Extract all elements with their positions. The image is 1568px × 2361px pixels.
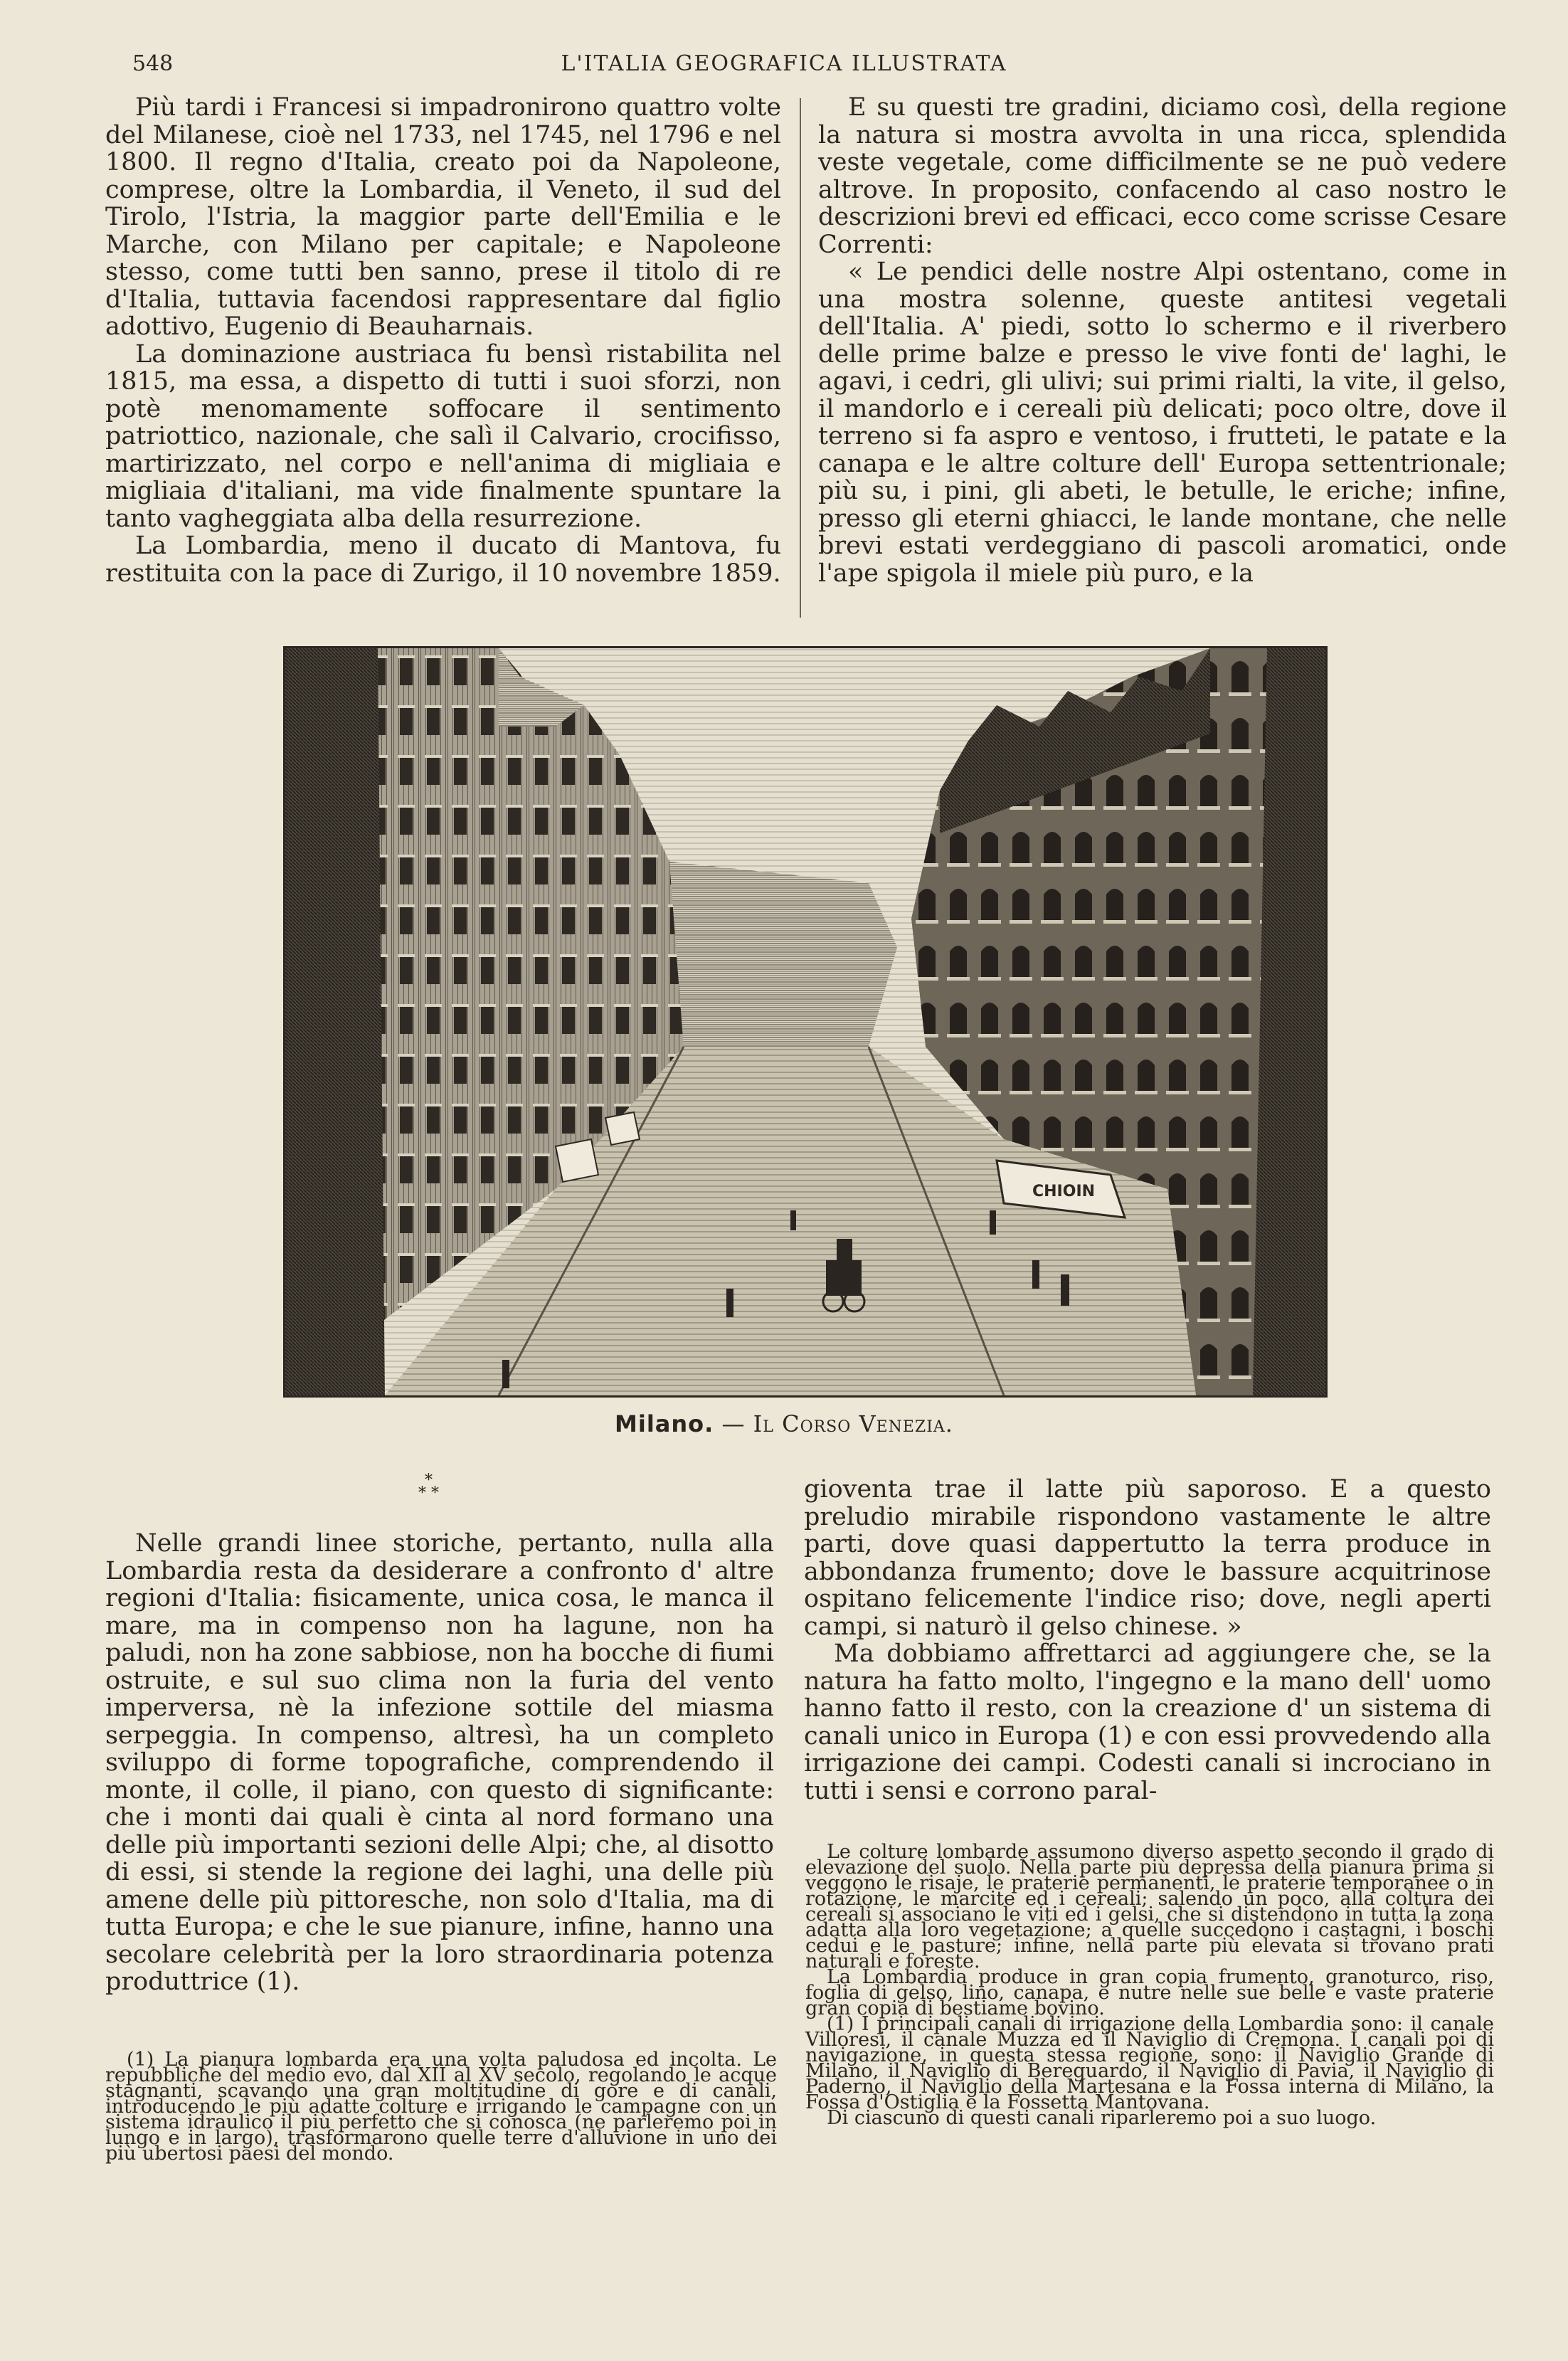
- caption-title: Il Corso Venezia.: [753, 1410, 953, 1437]
- left-column-bottom: [105, 1530, 774, 1996]
- figure-caption: [0, 1410, 1568, 1437]
- paragraph: Nelle grandi linee storiche, pertanto, nulla alla Lombardia resta da desiderare a confronto d' altre regioni d'Italia: fisicamente, unica cosa, le manca il mare, ma in compenso non ha lagune, non ha paludi, non ha zone sabbiose, non ha bocche di fiumi ostruite, e sul suo clima non la furia del vento imperversa, nè la infezione sottile del miasma serpeggia. In compenso, altresì, ha un completo sviluppo di forme topografiche, comprendendo il monte, il colle, il piano, con questo di significante: che i monti dai quali è cinta al nord formano una delle più importanti sezioni delle Alpi; che, al disotto di essi, si stende la regione dei laghi, una delle più amene delle più pittoresche, non solo d'Italia, ma di tutta Europa; e che le sue pianure, infine, hanno una secolare celebrità per la loro straordinaria potenza produttrice (1).: [105, 1529, 774, 1996]
- footnote-text: (1) I principali canali di irrigazione della Lombardia sono: il canale Villoresi, il canale Muzza ed il Naviglio di Cremona. I canali poi di navigazione, in questa stessa regione, sono: il Naviglio Grande di Milano, il Naviglio di Bereguardo, il Naviglio di Pavia, il Naviglio di Paderno, il Naviglio della Martesana e la Fossa interna di Milano, la Fossa d'Ostiglia e la Fossetta Mantovana.: [805, 2013, 1494, 2113]
- page-header: [100, 48, 1468, 84]
- left-foreground-building: [285, 648, 385, 1395]
- footnote-text: La Lombardia produce in gran copia frumento, granoturco, riso, foglia di gelso, lino, canapa, e nutre nelle sue belle e vaste praterie gran copia di bestiame bovino.: [805, 1966, 1494, 2019]
- footnote-text: (1) La pianura lombarda era una volta paludosa ed incolta. Le repubbliche del medio evo, dal XII al XV secolo, regolando le acque stagnanti, scavando una gran moltitudine di gore e di canali, introducendo le più adatte colture e irrigando le campagne con un sistema idraulico il più perfetto che si conosca (ne parleremo poi in lungo e in largo), trasformarono quelle terre d'alluvione in uno dei più ubertosi paesi del mondo.: [105, 2049, 777, 2165]
- footnote-right: [805, 1841, 1494, 2129]
- footnote-text: Di ciascuno di questi canali riparleremo poi a suo luogo.: [827, 2107, 1377, 2129]
- distant-buildings: [669, 862, 897, 1047]
- paragraph: La Lombardia, meno il ducato di Mantova, fu restituita con la pace di Zurigo, il 10 novembre 1859.: [105, 532, 781, 588]
- caption-dash: —: [714, 1410, 753, 1437]
- running-title: L'ITALIA GEOGRAFICA ILLUSTRATA: [561, 51, 1007, 76]
- right-column-bottom: [804, 1476, 1491, 1805]
- right-column-top: [818, 94, 1507, 587]
- footnote-left: [105, 2049, 777, 2165]
- paragraph: gioventa trae il latte più saporoso. E a questo preludio mirabile rispondono vastamente le altre parti, dove quasi dappertutto la terra produce in abbondanza frumento; dove le bassure acquitrinose ospitano felicemente l'indice riso; dove, negli aperti campi, si naturò il gelso chinese. »: [804, 1475, 1491, 1641]
- footnote-text: Le colture lombarde assumono diverso aspetto secondo il grado di elevazione del suolo. Nella parte più depressa della pianura prima si veggono le risaje, le praterie permanenti, le praterie temporanee o in rotazione, le marcite ed i cereali; salendo un poco, alla coltura dei cereali si associano le viti ed i gelsi, che si distendono in tutta la zona adatta alla loro vegetazione; a quelle succedono i castagni, i boschi cedui e le pasture; infine, nella parte più elevata si trovano prati naturali e foreste.: [805, 1841, 1494, 1972]
- quotation: « Le pendici delle nostre Alpi ostentano, come in una mostra solenne, queste antitesi vegetali dell'Italia. A' piedi, sotto lo schermo e il riverbero delle prime balze e presso le vive fonti de' laghi, le agavi, i cedri, gli ulivi; sui primi rialti, la vite, il gelso, il mandorlo e i cereali più delicati; poco oltre, dove il terreno si fa aspro e ventoso, i frutteti, le patate e la canapa e le altre colture dell' Europa settentrionale; più su, i pini, gli abeti, le betulle, le eriche; infine, presso gli eterni ghiacci, le lande montane, che nelle brevi estati verdeggiano di pascoli aromatici, onde l'ape spigola il miele più puro, e la: [818, 258, 1507, 588]
- column-divider: [800, 98, 801, 618]
- page-number: 548: [132, 51, 174, 76]
- paragraph: Ma dobbiamo affrettarci ad aggiungere che, se la natura ha fatto molto, l'ingegno e la mano dell' uomo hanno fatto il resto, con la creazione d' un sistema di canali unico in Europa (1) e con essi provvedendo alla irrigazione dei campi. Codesti canali si incrociano in tutti i sensi e corrono paral-: [804, 1639, 1491, 1805]
- paragraph: Più tardi i Francesi si impadronirono quattro volte del Milanese, cioè nel 1733, nel 1745, nel 1796 e nel 1800. Il regno d'Italia, creato poi da Napoleone, comprese, oltre la Lombardia, il Veneto, il sud del Tirolo, l'Istria, la maggior parte dell'Emilia e le Marche, con Milano per capitale; e Napoleone stesso, come tutti ben sanno, prese il titolo di re d'Italia, tuttavia facendosi rappresentare dal figlio adottivo, Eugenio di Beauharnais.: [105, 93, 781, 341]
- street-engraving: [285, 648, 1325, 1395]
- left-column-top: [105, 94, 781, 587]
- engraving-illustration: [283, 646, 1328, 1398]
- paragraph: La dominazione austriaca fu bensì ristabilita nel 1815, ma essa, a dispetto di tutti i suoi sforzi, non potè menomamente soffocare il sentimento patriottico, nazionale, che salì il Calvario, crocifisso, martirizzato, nel corpo e nell'anima di migliaia e migliaia d'italiani, ma vide finalmente spuntare la tanto vagheggiata alba della resurrezione.: [105, 339, 781, 533]
- section-asterism: * * *: [418, 1472, 439, 1502]
- paragraph: E su questi tre gradini, diciamo così, della regione la natura si mostra avvolta in una ricca, splendida veste vegetale, come difficilmente se ne può vedere altrove. In proposito, confacendo al caso nostro le descrizioni brevi ed efficaci, ecco come scrisse Cesare Correnti:: [818, 93, 1507, 259]
- caption-city: Milano.: [615, 1410, 714, 1437]
- shop-sign: CHIOIN: [1032, 1183, 1096, 1200]
